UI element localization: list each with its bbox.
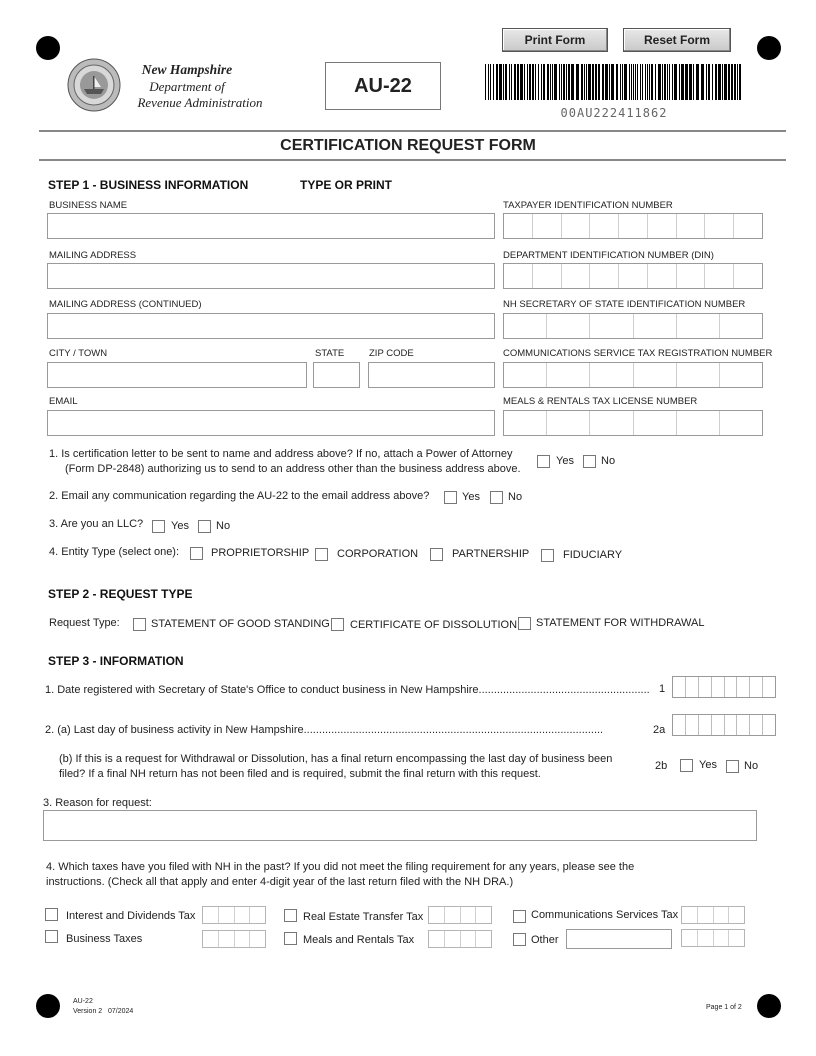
q2-no-label: No [508, 491, 523, 503]
barcode-bar [520, 64, 523, 100]
business-taxes-label: Business Taxes [66, 933, 143, 945]
q2-yes-checkbox[interactable] [444, 491, 457, 504]
sos-id-input[interactable] [503, 313, 763, 339]
q2b-yes-checkbox[interactable] [680, 759, 693, 772]
barcode-bar [631, 64, 632, 100]
barcode-bar [649, 64, 650, 100]
barcode-bar [640, 64, 641, 100]
barcode-bar [538, 64, 539, 100]
step3-question-2b: (b) If this is a request for Withdrawal or Dissolution, has a final return encompassing the last day of business been [59, 753, 613, 765]
q3-yes-label: Yes [171, 520, 189, 532]
q2b-no-checkbox[interactable] [726, 760, 739, 773]
question-2-text: 2. Email any communication regarding the AU-22 to the email address above? [49, 490, 430, 502]
barcode-bar [609, 64, 610, 100]
mailing-address-cont-input[interactable] [47, 313, 495, 339]
real-estate-transfer-label: Real Estate Transfer Tax [303, 911, 424, 923]
barcode-bar [718, 64, 721, 100]
barcode-bar [529, 64, 531, 100]
step2-heading: STEP 2 - REQUEST TYPE [48, 587, 193, 601]
barcode-bar [685, 64, 688, 100]
state-seal-icon [67, 58, 121, 112]
request-withdrawal-checkbox[interactable] [518, 617, 531, 630]
barcode-bar [715, 64, 717, 100]
q1-no-label: No [601, 455, 616, 467]
barcode-bar [722, 64, 723, 100]
barcode-bar [734, 64, 736, 100]
barcode-bar [624, 64, 627, 100]
meals-rentals-checkbox[interactable] [284, 932, 297, 945]
entity-corporation-checkbox[interactable] [315, 548, 328, 561]
barcode-bar [566, 64, 567, 100]
email-input[interactable] [47, 410, 495, 436]
form-code-box: AU-22 [325, 62, 441, 110]
barcode-bar [592, 64, 594, 100]
din-label: DEPARTMENT IDENTIFICATION NUMBER (DIN) [503, 250, 714, 261]
q3-yes-checkbox[interactable] [152, 520, 165, 533]
barcode-bar [561, 64, 562, 100]
footer-version: Version 2 07/2024 [73, 1008, 134, 1015]
type-or-print-note: TYPE OR PRINT [300, 178, 393, 192]
footer-form-id: AU-22 [73, 998, 93, 1005]
agency-division: Revenue Administration [137, 95, 263, 110]
barcode-bar [662, 64, 663, 100]
request-withdrawal-label: STATEMENT FOR WITHDRAWAL [536, 617, 705, 629]
entity-proprietorship-label: PROPRIETORSHIP [211, 547, 310, 559]
barcode-bar [616, 64, 618, 100]
barcode-bar [679, 64, 680, 100]
page-title: CERTIFICATION REQUEST FORM [280, 137, 536, 154]
registration-mark-top-left [36, 36, 60, 60]
barcode-bar [488, 64, 489, 100]
entity-partnership-label: PARTNERSHIP [452, 548, 530, 560]
business-taxes-checkbox[interactable] [45, 930, 58, 943]
barcode-bar [552, 64, 553, 100]
request-dissolution-label: CERTIFICATE OF DISSOLUTION [350, 619, 518, 631]
barcode-bar [547, 64, 549, 100]
step3-question-2a: 2. (a) Last day of business activity in New Hampshire.................................................................................................. [45, 724, 604, 736]
barcode-bar [651, 64, 653, 100]
city-label: CITY / TOWN [49, 348, 108, 359]
registration-date-input[interactable] [672, 676, 776, 698]
q3-no-label: No [216, 520, 231, 532]
step3-heading: STEP 3 - INFORMATION [48, 654, 184, 668]
barcode-bar [667, 64, 668, 100]
mrt-label: MEALS & RENTALS TAX LICENSE NUMBER [503, 396, 698, 407]
barcode-bar [490, 64, 491, 100]
interest-dividends-label: Interest and Dividends Tax [66, 910, 196, 922]
barcode-bar [611, 64, 614, 100]
question-3-text: 3. Are you an LLC? [49, 518, 144, 530]
barcode [485, 64, 743, 100]
header-rule-top [39, 130, 786, 132]
last-business-day-input[interactable] [672, 714, 776, 736]
barcode-bar [563, 64, 565, 100]
real-estate-transfer-year-input[interactable] [428, 906, 492, 924]
barcode-bar [672, 64, 673, 100]
barcode-bar [706, 64, 707, 100]
barcode-bar [598, 64, 600, 100]
q2b-no-label: No [744, 760, 759, 772]
barcode-bar [602, 64, 604, 100]
barcode-bar [620, 64, 621, 100]
footer-page-number: Page 1 of 2 [706, 1004, 742, 1011]
business-taxes-year-input[interactable] [202, 930, 266, 948]
other-tax-year-input[interactable] [681, 929, 745, 947]
line-2b-number: 2b [655, 760, 668, 772]
barcode-bar [514, 64, 516, 100]
tin-input[interactable] [503, 213, 763, 239]
barcode-bar [496, 64, 498, 100]
barcode-bar [693, 64, 694, 100]
barcode-bar [499, 64, 502, 100]
barcode-bar [524, 64, 525, 100]
barcode-bar [605, 64, 608, 100]
barcode-bar [724, 64, 727, 100]
reset-form-button[interactable]: Reset Form [623, 28, 731, 52]
barcode-bar [674, 64, 677, 100]
step3-question-3: 3. Reason for request: [43, 797, 152, 809]
q1-yes-checkbox[interactable] [537, 455, 550, 468]
header-rule-bottom [39, 159, 786, 161]
cst-label: COMMUNICATIONS SERVICE TAX REGISTRATION NUMBER [503, 348, 773, 359]
interest-dividends-year-input[interactable] [202, 906, 266, 924]
step1-heading: STEP 1 - BUSINESS INFORMATION [48, 178, 249, 192]
q2b-yes-label: Yes [699, 759, 717, 771]
line-2a-number: 2a [653, 724, 666, 736]
barcode-bar [517, 64, 519, 100]
barcode-bar [701, 64, 704, 100]
q1-no-checkbox[interactable] [583, 455, 596, 468]
mrt-input[interactable] [503, 410, 763, 436]
mailing-address-label: MAILING ADDRESS [49, 250, 137, 261]
barcode-bar [581, 64, 583, 100]
request-good-standing-checkbox[interactable] [133, 618, 146, 631]
meals-rentals-year-input[interactable] [428, 930, 492, 948]
barcode-bar [550, 64, 551, 100]
barcode-bar [543, 64, 545, 100]
entity-partnership-checkbox[interactable] [430, 548, 443, 561]
zip-input[interactable] [368, 362, 495, 388]
line-1-number: 1 [659, 683, 666, 695]
barcode-bar [669, 64, 670, 100]
business-name-label: BUSINESS NAME [49, 200, 128, 211]
barcode-bar [532, 64, 534, 100]
agency-department: Department of [149, 79, 225, 94]
barcode-bar [571, 64, 574, 100]
step3-question-1: 1. Date registered with Secretary of State's Office to conduct business in New Hampshire........................................................ [45, 684, 650, 696]
communications-services-label: Communications Services Tax [531, 909, 679, 921]
barcode-bar [485, 64, 486, 100]
barcode-bar [629, 64, 630, 100]
barcode-bar [586, 64, 587, 100]
barcode-bar [559, 64, 560, 100]
agency-name: New Hampshire [141, 62, 233, 77]
barcode-bar [511, 64, 512, 100]
email-label: EMAIL [49, 396, 78, 407]
other-tax-checkbox[interactable] [513, 933, 526, 946]
q1-yes-label: Yes [556, 455, 574, 467]
barcode-bar [655, 64, 656, 100]
barcode-bar [728, 64, 730, 100]
barcode-bar [681, 64, 684, 100]
barcode-bar [633, 64, 634, 100]
barcode-bar [737, 64, 738, 100]
barcode-bar [554, 64, 557, 100]
tin-label: TAXPAYER IDENTIFICATION NUMBER [503, 200, 673, 211]
entity-fiduciary-label: FIDUCIARY [563, 549, 623, 561]
registration-mark-bottom-left [36, 994, 60, 1018]
meals-rentals-label: Meals and Rentals Tax [303, 934, 415, 946]
barcode-bar [535, 64, 536, 100]
zip-label: ZIP CODE [369, 348, 414, 359]
communications-services-year-input[interactable] [681, 906, 745, 924]
barcode-bar [689, 64, 692, 100]
communications-services-checkbox[interactable] [513, 910, 526, 923]
request-dissolution-checkbox[interactable] [331, 618, 344, 631]
barcode-bar [622, 64, 623, 100]
entity-proprietorship-checkbox[interactable] [190, 547, 203, 560]
barcode-bar [595, 64, 597, 100]
barcode-bar [642, 64, 643, 100]
registration-mark-bottom-right [757, 994, 781, 1018]
barcode-bar [588, 64, 591, 100]
question-1-text: 1. Is certification letter to be sent to name and address above? If no, attach a Power of Attorney [49, 448, 513, 460]
barcode-bar [696, 64, 699, 100]
entity-corporation-label: CORPORATION [337, 548, 419, 560]
question-4-text: 4. Entity Type (select one): [49, 546, 180, 558]
barcode-bar [541, 64, 542, 100]
registration-mark-top-right [757, 36, 781, 60]
question-1-text-cont: (Form DP-2848) authorizing us to send to an address other than the business address above. [65, 463, 521, 475]
q2-yes-label: Yes [462, 491, 480, 503]
barcode-bar [493, 64, 494, 100]
barcode-bar [637, 64, 638, 100]
state-label: STATE [315, 348, 345, 359]
step3-question-4: 4. Which taxes have you filed with NH in the past? If you did not meet the filing requirement for any years, please see the [46, 861, 635, 873]
din-input[interactable] [503, 263, 763, 289]
request-good-standing-label: STATEMENT OF GOOD STANDING [151, 618, 330, 630]
interest-dividends-checkbox[interactable] [45, 908, 58, 921]
city-input[interactable] [47, 362, 307, 388]
cst-input[interactable] [503, 362, 763, 388]
request-type-label: Request Type: [49, 617, 120, 629]
barcode-bar [584, 64, 585, 100]
step3-question-2b-cont: filed? If a final NH return has not been filed and is required, submit the final return with this request. [59, 768, 541, 780]
reason-for-request-input[interactable] [43, 810, 757, 841]
barcode-bar [739, 64, 741, 100]
barcode-bar [505, 64, 507, 100]
business-name-input[interactable] [47, 213, 495, 239]
barcode-bar [647, 64, 648, 100]
barcode-bar [731, 64, 733, 100]
mailing-address-input[interactable] [47, 263, 495, 289]
state-input[interactable] [313, 362, 360, 388]
q3-no-checkbox[interactable] [198, 520, 211, 533]
barcode-bar [664, 64, 666, 100]
mailing-address-cont-label: MAILING ADDRESS (CONTINUED) [49, 299, 202, 310]
step3-question-4-cont: instructions. (Check all that apply and enter 4-digit year of the last return filed with the NH DRA.) [46, 876, 514, 888]
barcode-bar [576, 64, 579, 100]
real-estate-transfer-checkbox[interactable] [284, 909, 297, 922]
print-form-button[interactable]: Print Form [502, 28, 608, 52]
barcode-bar [568, 64, 570, 100]
barcode-bar [658, 64, 661, 100]
q2-no-checkbox[interactable] [490, 491, 503, 504]
barcode-bar [708, 64, 710, 100]
barcode-bar [635, 64, 636, 100]
entity-fiduciary-checkbox[interactable] [541, 549, 554, 562]
other-tax-label: Other [531, 934, 559, 946]
barcode-bar [503, 64, 504, 100]
barcode-bar [645, 64, 646, 100]
barcode-bar [509, 64, 510, 100]
barcode-bar [712, 64, 713, 100]
barcode-number: 00AU222411862 [560, 106, 668, 120]
barcode-bar [527, 64, 528, 100]
sos-id-label: NH SECRETARY OF STATE IDENTIFICATION NUMBER [503, 299, 746, 310]
other-tax-name-input[interactable] [566, 929, 672, 949]
